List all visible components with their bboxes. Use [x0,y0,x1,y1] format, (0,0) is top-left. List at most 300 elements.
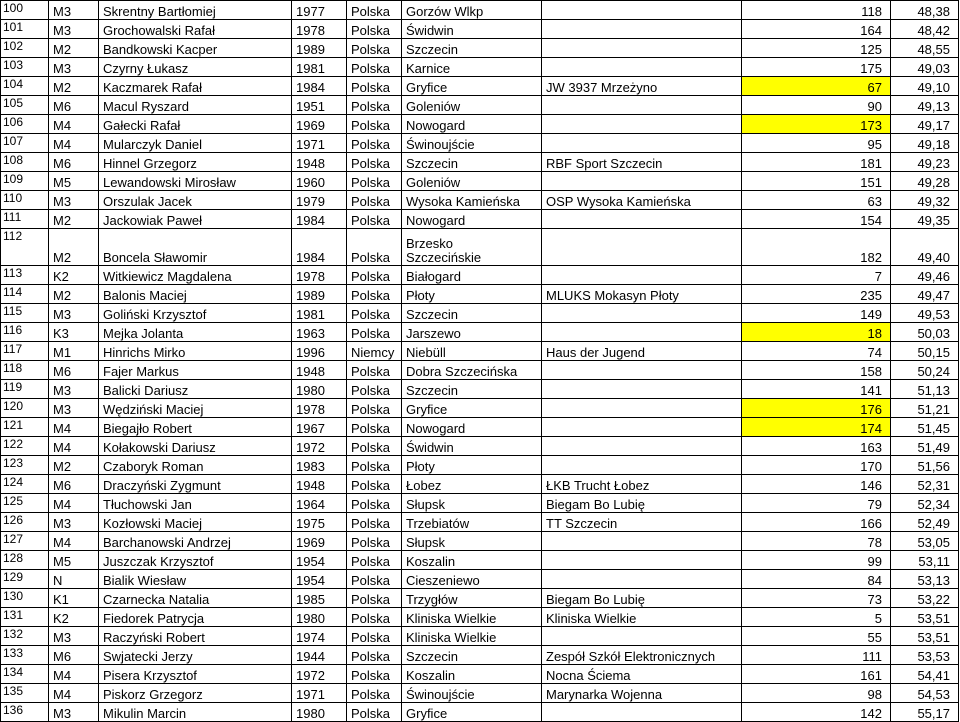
cell-year: 1979 [292,191,347,210]
cell-country: Polska [347,494,402,513]
cell-name: Bialik Wiesław [99,570,292,589]
cell-name: Mikulin Marcin [99,703,292,722]
cell-city: Nowogard [402,115,542,134]
cell-start-number: 174 [742,418,891,437]
cell-time: 49,46 [891,266,959,285]
cell-start-number: 164 [742,20,891,39]
cell-name: Witkiewicz Magdalena [99,266,292,285]
cell-start-number: 98 [742,684,891,703]
cell-place: 102 [1,39,49,58]
cell-place: 115 [1,304,49,323]
cell-year: 1978 [292,399,347,418]
cell-club [542,627,742,646]
cell-year: 1996 [292,342,347,361]
cell-city: Nowogard [402,418,542,437]
cell-time: 51,45 [891,418,959,437]
cell-city: Karnice [402,58,542,77]
cell-category: M3 [49,1,99,20]
cell-category: M3 [49,513,99,532]
cell-start-number: 151 [742,172,891,191]
cell-city: Szczecin [402,646,542,665]
cell-time: 51,49 [891,437,959,456]
cell-club [542,532,742,551]
cell-club [542,703,742,722]
table-row [1,1,959,20]
cell-place: 114 [1,285,49,304]
cell-place: 119 [1,380,49,399]
cell-country: Polska [347,96,402,115]
cell-year: 1984 [292,210,347,229]
cell-city: Świdwin [402,20,542,39]
cell-country: Polska [347,437,402,456]
cell-category: M4 [49,684,99,703]
table-row [1,115,959,134]
cell-country: Polska [347,115,402,134]
cell-name: Czarnecka Natalia [99,589,292,608]
cell-start-number: 176 [742,399,891,418]
cell-name: Raczyński Robert [99,627,292,646]
cell-place: 111 [1,210,49,229]
cell-time: 53,05 [891,532,959,551]
cell-time: 53,51 [891,627,959,646]
table-row [1,380,959,399]
cell-place: 133 [1,646,49,665]
cell-category: M1 [49,342,99,361]
cell-club [542,1,742,20]
cell-name: Barchanowski Andrzej [99,532,292,551]
cell-country: Polska [347,684,402,703]
cell-year: 1989 [292,39,347,58]
cell-category: K3 [49,323,99,342]
cell-club: Biegam Bo Lubię [542,494,742,513]
cell-country: Polska [347,589,402,608]
cell-time: 48,38 [891,1,959,20]
cell-start-number: 118 [742,1,891,20]
cell-city: Goleniów [402,96,542,115]
cell-year: 1975 [292,513,347,532]
cell-time: 49,35 [891,210,959,229]
cell-club [542,323,742,342]
cell-start-number: 84 [742,570,891,589]
cell-name: Hinrichs Mirko [99,342,292,361]
cell-country: Polska [347,191,402,210]
cell-start-number: 146 [742,475,891,494]
cell-country: Polska [347,58,402,77]
cell-country: Polska [347,266,402,285]
cell-city: Dobra Szczecińska [402,361,542,380]
cell-year: 1969 [292,532,347,551]
cell-place: 128 [1,551,49,570]
cell-category: M2 [49,456,99,475]
cell-place: 130 [1,589,49,608]
cell-country: Polska [347,1,402,20]
cell-time: 50,24 [891,361,959,380]
cell-year: 1981 [292,58,347,77]
cell-name: Kozłowski Maciej [99,513,292,532]
cell-club: JW 3937 Mrzeżyno [542,77,742,96]
table-row [1,551,959,570]
table-row [1,342,959,361]
cell-category: M2 [49,39,99,58]
table-row [1,96,959,115]
cell-start-number: 79 [742,494,891,513]
city-line-2: Szczecińskie [406,250,482,265]
cell-start-number: 235 [742,285,891,304]
cell-time: 53,22 [891,589,959,608]
cell-name: Lewandowski Mirosław [99,172,292,191]
cell-start-number: 154 [742,210,891,229]
table-row [1,172,959,191]
cell-place: 112 [1,229,49,266]
cell-place: 104 [1,77,49,96]
table-row [1,285,959,304]
cell-time: 51,21 [891,399,959,418]
cell-club [542,210,742,229]
table-row [1,570,959,589]
cell-start-number: 74 [742,342,891,361]
cell-time: 54,41 [891,665,959,684]
cell-city: Koszalin [402,551,542,570]
table-row [1,191,959,210]
cell-category: M3 [49,399,99,418]
table-row [1,703,959,722]
cell-country: Polska [347,399,402,418]
cell-year: 1954 [292,570,347,589]
cell-city: Cieszeniewo [402,570,542,589]
cell-category: M4 [49,665,99,684]
table-row [1,134,959,153]
cell-start-number: 181 [742,153,891,172]
cell-time: 49,17 [891,115,959,134]
table-row [1,437,959,456]
cell-country: Polska [347,646,402,665]
cell-city: Kliniska Wielkie [402,608,542,627]
cell-time: 52,31 [891,475,959,494]
cell-category: M5 [49,551,99,570]
table-row [1,361,959,380]
cell-place: 113 [1,266,49,285]
cell-place: 123 [1,456,49,475]
cell-city: Koszalin [402,665,542,684]
cell-club: Nocna Ściema [542,665,742,684]
cell-time: 51,13 [891,380,959,399]
table-row [1,589,959,608]
cell-time: 51,56 [891,456,959,475]
table-row [1,513,959,532]
cell-name: Bandkowski Kacper [99,39,292,58]
cell-place: 127 [1,532,49,551]
cell-city: Łobez [402,475,542,494]
cell-category: M3 [49,58,99,77]
cell-club: TT Szczecin [542,513,742,532]
cell-category: M5 [49,172,99,191]
cell-city: Płoty [402,456,542,475]
cell-country: Polska [347,570,402,589]
cell-club [542,20,742,39]
cell-category: M3 [49,380,99,399]
cell-place: 101 [1,20,49,39]
cell-country: Polska [347,475,402,494]
cell-start-number: 175 [742,58,891,77]
cell-place: 132 [1,627,49,646]
cell-country: Polska [347,323,402,342]
table-row [1,418,959,437]
cell-place: 129 [1,570,49,589]
cell-name: Mularczyk Daniel [99,134,292,153]
cell-city: Szczecin [402,380,542,399]
table-row [1,475,959,494]
cell-place: 135 [1,684,49,703]
cell-place: 118 [1,361,49,380]
cell-country: Polska [347,20,402,39]
cell-start-number: 63 [742,191,891,210]
cell-city [402,229,542,266]
cell-club [542,380,742,399]
cell-country: Polska [347,608,402,627]
cell-time: 50,15 [891,342,959,361]
cell-start-number: 142 [742,703,891,722]
cell-city: Świdwin [402,437,542,456]
cell-country: Polska [347,210,402,229]
cell-name: Fiedorek Patrycja [99,608,292,627]
cell-city: Szczecin [402,304,542,323]
cell-place: 109 [1,172,49,191]
cell-start-number: 158 [742,361,891,380]
table-row [1,229,959,266]
cell-start-number: 166 [742,513,891,532]
cell-country: Polska [347,361,402,380]
city-line-1: Brzesko [406,236,453,251]
cell-category: M4 [49,134,99,153]
cell-start-number: 18 [742,323,891,342]
cell-place: 124 [1,475,49,494]
cell-club [542,418,742,437]
cell-start-number: 90 [742,96,891,115]
table-row [1,39,959,58]
cell-city: Trzygłów [402,589,542,608]
cell-year: 1951 [292,96,347,115]
cell-start-number: 161 [742,665,891,684]
cell-name: Swjatecki Jerzy [99,646,292,665]
cell-name: Czaboryk Roman [99,456,292,475]
cell-time: 55,17 [891,703,959,722]
cell-place: 103 [1,58,49,77]
cell-time: 54,53 [891,684,959,703]
cell-place: 106 [1,115,49,134]
cell-name: Skrentny Bartłomiej [99,1,292,20]
table-row [1,153,959,172]
cell-year: 1972 [292,437,347,456]
cell-city: Szczecin [402,39,542,58]
cell-year: 1972 [292,665,347,684]
cell-place: 116 [1,323,49,342]
cell-club [542,229,742,266]
table-row [1,494,959,513]
cell-year: 1978 [292,266,347,285]
cell-year: 1967 [292,418,347,437]
cell-category: M4 [49,437,99,456]
cell-start-number: 170 [742,456,891,475]
cell-category: M3 [49,191,99,210]
cell-name: Orszulak Jacek [99,191,292,210]
cell-year: 1954 [292,551,347,570]
cell-place: 120 [1,399,49,418]
cell-club: MLUKS Mokasyn Płoty [542,285,742,304]
cell-club [542,456,742,475]
cell-country: Polska [347,77,402,96]
cell-city: Słupsk [402,494,542,513]
cell-country: Polska [347,513,402,532]
cell-club: OSP Wysoka Kamieńska [542,191,742,210]
cell-place: 107 [1,134,49,153]
table-row [1,77,959,96]
cell-start-number: 67 [742,77,891,96]
cell-time: 49,32 [891,191,959,210]
cell-year: 1978 [292,20,347,39]
cell-city: Gorzów Wlkp [402,1,542,20]
cell-year: 1971 [292,134,347,153]
table-row [1,210,959,229]
cell-country: Polska [347,380,402,399]
cell-start-number: 163 [742,437,891,456]
cell-city: Wysoka Kamieńska [402,191,542,210]
cell-name: Piskorz Grzegorz [99,684,292,703]
cell-club: Biegam Bo Lubię [542,589,742,608]
cell-name: Boncela Sławomir [99,229,292,266]
cell-category: M2 [49,77,99,96]
cell-place: 121 [1,418,49,437]
cell-category: N [49,570,99,589]
cell-country: Polska [347,153,402,172]
cell-club [542,39,742,58]
cell-name: Gałecki Rafał [99,115,292,134]
cell-start-number: 149 [742,304,891,323]
cell-city: Świnoujście [402,134,542,153]
cell-time: 48,42 [891,20,959,39]
cell-country: Polska [347,229,402,266]
cell-country: Polska [347,134,402,153]
table-row [1,627,959,646]
cell-category: M4 [49,418,99,437]
cell-category: M3 [49,304,99,323]
cell-city: Niebüll [402,342,542,361]
cell-time: 49,03 [891,58,959,77]
cell-start-number: 173 [742,115,891,134]
cell-club: Haus der Jugend [542,342,742,361]
cell-city: Białogard [402,266,542,285]
cell-category: M3 [49,627,99,646]
cell-category: K1 [49,589,99,608]
cell-name: Grochowalski Rafał [99,20,292,39]
cell-year: 1948 [292,475,347,494]
cell-category: M4 [49,494,99,513]
cell-time: 49,23 [891,153,959,172]
table-row [1,608,959,627]
cell-category: M4 [49,532,99,551]
cell-name: Goliński Krzysztof [99,304,292,323]
cell-name: Kaczmarek Rafał [99,77,292,96]
cell-category: M6 [49,361,99,380]
cell-year: 1981 [292,304,347,323]
table-row [1,266,959,285]
cell-category: K2 [49,266,99,285]
cell-name: Balonis Maciej [99,285,292,304]
cell-start-number: 7 [742,266,891,285]
cell-place: 126 [1,513,49,532]
cell-place: 134 [1,665,49,684]
cell-city: Szczecin [402,153,542,172]
table-row [1,20,959,39]
cell-start-number: 125 [742,39,891,58]
cell-club: Kliniska Wielkie [542,608,742,627]
cell-time: 49,13 [891,96,959,115]
cell-place: 110 [1,191,49,210]
cell-club [542,304,742,323]
cell-year: 1948 [292,153,347,172]
cell-start-number: 111 [742,646,891,665]
cell-time: 53,51 [891,608,959,627]
table-row [1,58,959,77]
cell-year: 1984 [292,77,347,96]
table-row [1,399,959,418]
cell-place: 117 [1,342,49,361]
cell-name: Juszczak Krzysztof [99,551,292,570]
cell-name: Hinnel Grzegorz [99,153,292,172]
cell-club [542,266,742,285]
cell-club [542,134,742,153]
cell-time: 49,47 [891,285,959,304]
cell-club [542,437,742,456]
cell-club [542,570,742,589]
cell-city: Słupsk [402,532,542,551]
cell-place: 108 [1,153,49,172]
cell-year: 1980 [292,380,347,399]
cell-name: Jackowiak Paweł [99,210,292,229]
cell-name: Draczyński Zygmunt [99,475,292,494]
table-row [1,532,959,551]
cell-city: Kliniska Wielkie [402,627,542,646]
cell-start-number: 5 [742,608,891,627]
cell-name: Macul Ryszard [99,96,292,115]
table-row [1,646,959,665]
cell-name: Kołakowski Dariusz [99,437,292,456]
cell-year: 1964 [292,494,347,513]
cell-club [542,96,742,115]
cell-year: 1980 [292,608,347,627]
cell-city: Nowogard [402,210,542,229]
cell-category: M2 [49,285,99,304]
cell-country: Polska [347,665,402,684]
cell-year: 1974 [292,627,347,646]
cell-place: 122 [1,437,49,456]
cell-country: Niemcy [347,342,402,361]
cell-year: 1984 [292,229,347,266]
cell-start-number: 73 [742,589,891,608]
cell-country: Polska [347,39,402,58]
cell-name: Tłuchowski Jan [99,494,292,513]
cell-club [542,361,742,380]
cell-category: M4 [49,115,99,134]
cell-time: 49,40 [891,229,959,266]
cell-time: 50,03 [891,323,959,342]
cell-city: Gryfice [402,399,542,418]
cell-year: 1977 [292,1,347,20]
cell-time: 52,49 [891,513,959,532]
table-row [1,665,959,684]
cell-category: M2 [49,229,99,266]
cell-start-number: 55 [742,627,891,646]
cell-name: Mejka Jolanta [99,323,292,342]
